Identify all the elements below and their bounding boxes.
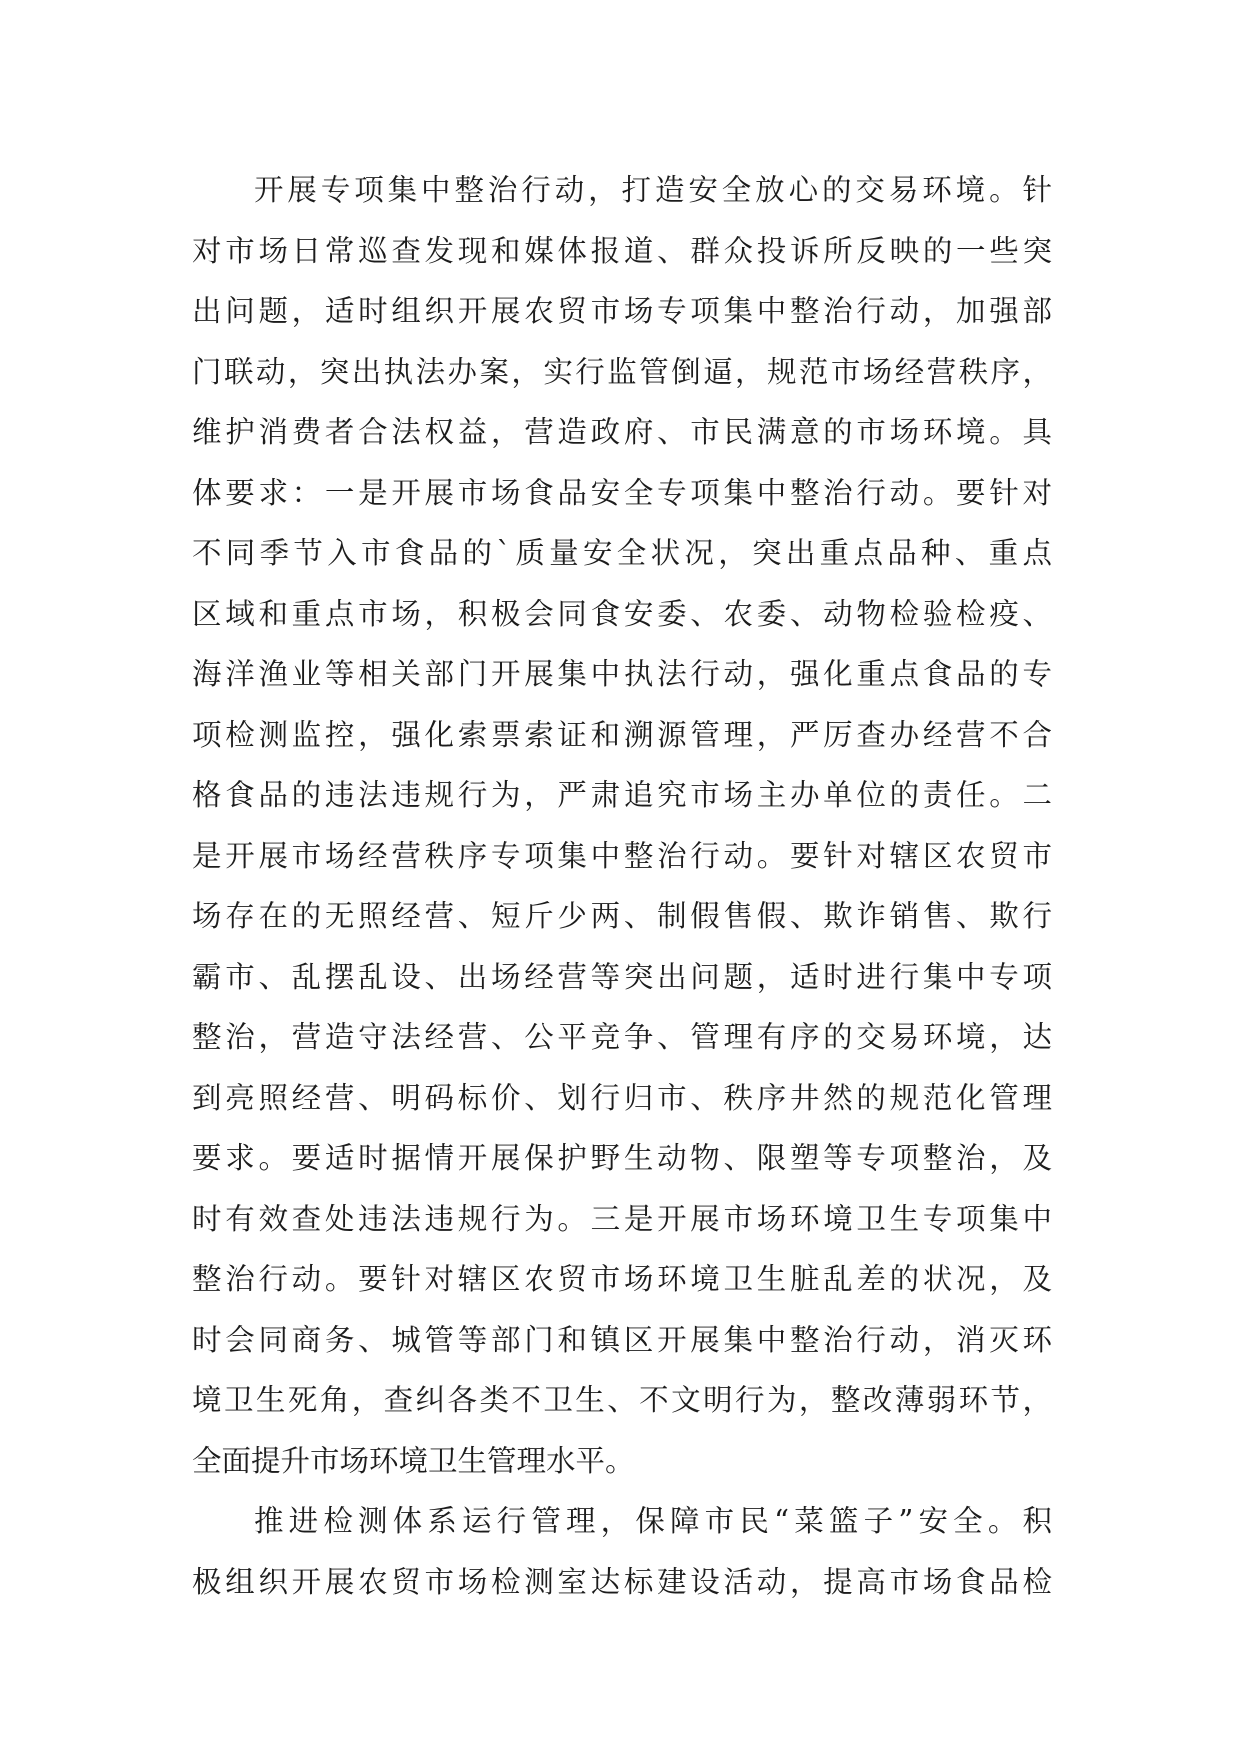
text-line: 维护消费者合法权益，营造政府、市民满意的市场环境。具 [192,415,1052,449]
text-line: 项检测监控，强化索票索证和溯源管理，严厉查办经营不合 [192,717,1052,752]
text-line: 要求。要适时据情开展保护野生动物、限塑等专项整治，及 [192,1141,1052,1175]
text-line: 时会同商务、城管等部门和镇区开展集中整治行动，消灭环 [192,1322,1052,1357]
text-line: 不同季节入市食品的`质量安全状况，突出重点品种、重点 [192,536,1052,570]
text-line: 门联动，突出执法办案，实行监管倒逼，规范市场经营秩序， [192,354,1052,389]
text-line: 格食品的违法违规行为，严肃追究市场主办单位的责任。二 [192,778,1052,812]
text-line: 场存在的无照经营、短斤少两、制假售假、欺诈销售、欺行 [192,899,1052,933]
text-line: 开展专项集中整治行动，打造安全放心的交易环境。针 [254,173,1052,207]
text-line: 是开展市场经营秩序专项集中整治行动。要针对辖区农贸市 [192,838,1052,873]
paragraph-testing-system [192,1491,1052,1612]
text-line: 推进检测体系运行管理，保障市民“菜篮子”安全。积 [254,1504,1052,1538]
text-line: 体要求：一是开展市场食品安全专项集中整治行动。要针对 [192,475,1052,510]
paragraph-market-rectification [192,160,1052,1491]
text-line: 对市场日常巡查发现和媒体报道、群众投诉所反映的一些突 [192,233,1052,268]
document-body [192,160,1052,1612]
text-line: 海洋渔业等相关部门开展集中执法行动，强化重点食品的专 [192,657,1052,691]
text-line: 整治，营造守法经营、公平竞争、管理有序的交易环境，达 [192,1020,1052,1054]
text-line: 出问题，适时组织开展农贸市场专项集中整治行动，加强部 [192,294,1052,328]
text-line: 极组织开展农贸市场检测室达标建设活动，提高市场食品检 [192,1564,1052,1599]
text-line: 整治行动。要针对辖区农贸市场环境卫生脏乱差的状况，及 [192,1262,1052,1296]
text-line: 境卫生死角，查纠各类不卫生、不文明行为，整改薄弱环节， [192,1383,1052,1417]
text-line: 全面提升市场环境卫生管理水平。 [192,1443,635,1478]
text-line: 时有效查处违法违规行为。三是开展市场环境卫生专项集中 [192,1201,1052,1236]
text-line: 到亮照经营、明码标价、划行归市、秩序井然的规范化管理 [192,1080,1052,1115]
text-line: 霸市、乱摆乱设、出场经营等突出问题，适时进行集中专项 [192,959,1052,994]
text-line: 区域和重点市场，积极会同食安委、农委、动物检验检疫、 [192,596,1052,631]
